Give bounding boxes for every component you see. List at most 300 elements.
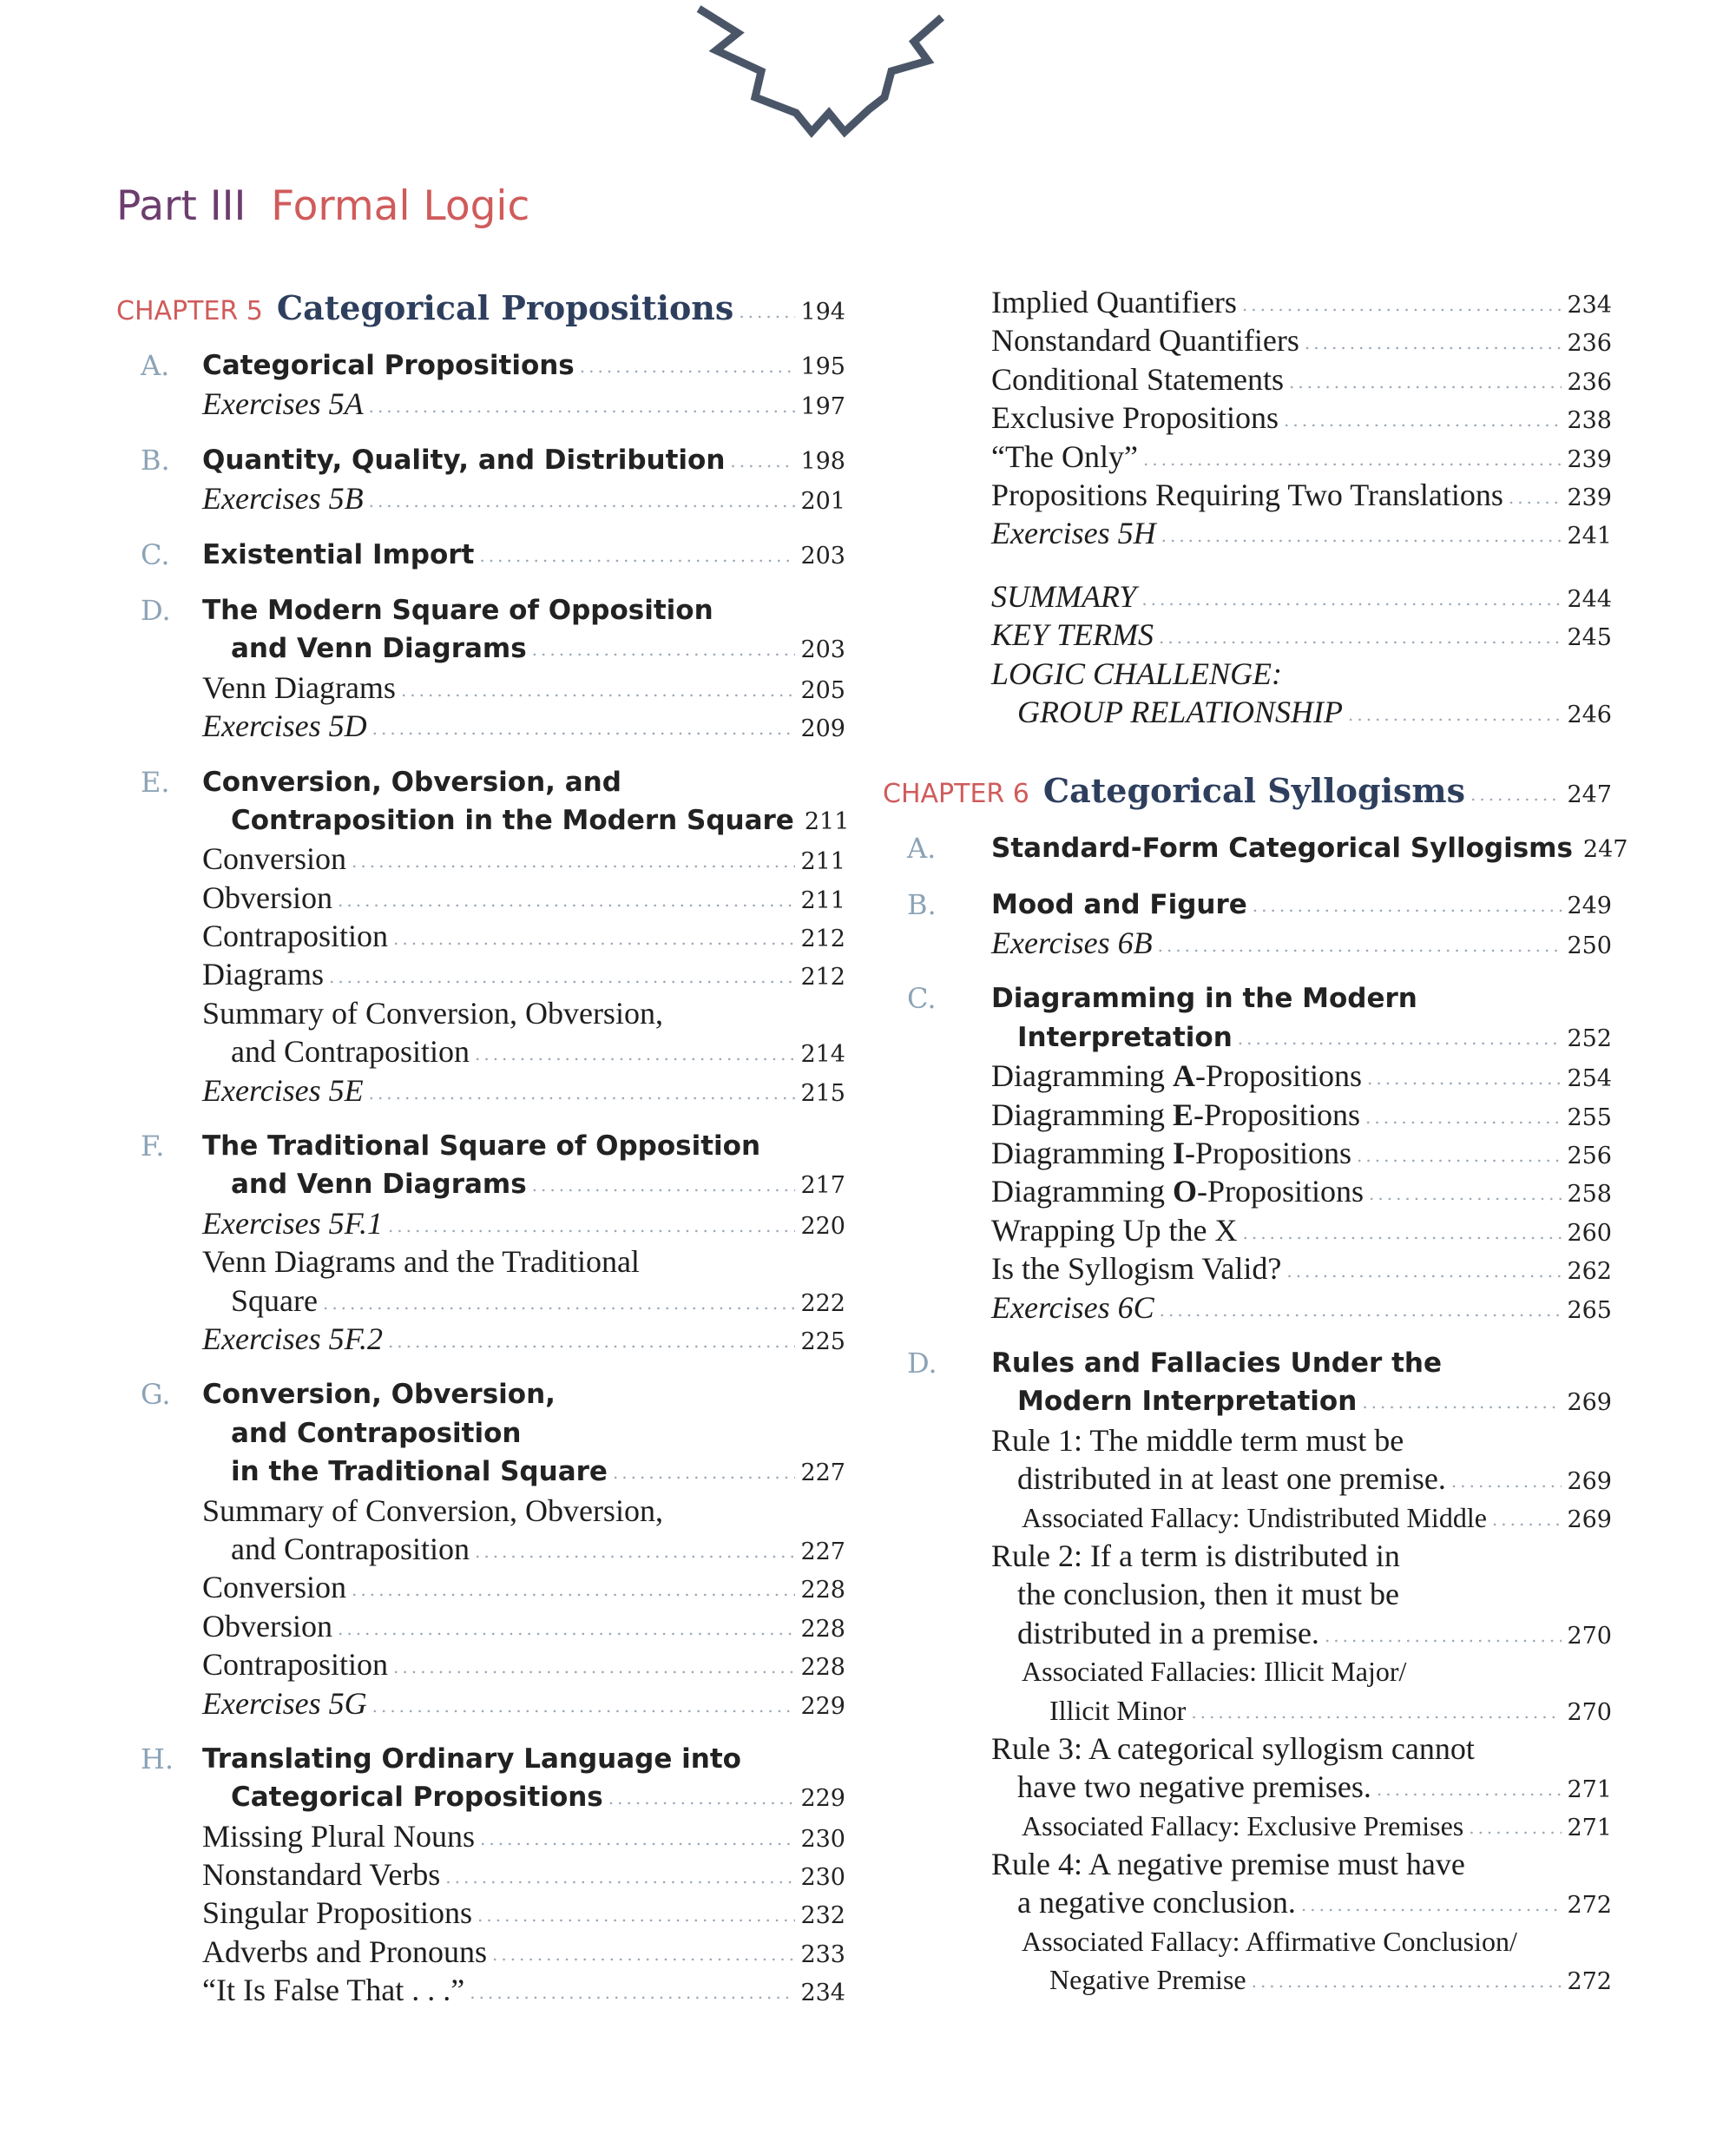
entry-title: “It Is False That . . .”: [202, 1973, 465, 2008]
page-number: 229: [800, 1785, 845, 1813]
proposition-letter: O: [1172, 1174, 1197, 1209]
entry-title: Nonstandard Quantifiers: [991, 323, 1299, 359]
page-number: 211: [800, 886, 845, 914]
chapter-5-heading[interactable]: [116, 283, 845, 333]
toc-entry[interactable]: [883, 360, 1612, 399]
toc-fallacy-2-cont[interactable]: [883, 1691, 1612, 1729]
leader-dots: [479, 537, 795, 575]
leader-dots: [1348, 695, 1562, 734]
entry-title: Wrapping Up the X: [991, 1212, 1238, 1248]
leader-dots: [1284, 401, 1562, 439]
leader-dots: [393, 1648, 795, 1686]
leader-dots: [323, 1284, 795, 1322]
toc-fallacy-2[interactable]: [883, 1652, 1612, 1690]
leader-dots: [352, 1571, 795, 1609]
entry-title: Exercises 6B: [991, 926, 1153, 961]
toc-rule-2-cont[interactable]: [883, 1614, 1612, 1652]
leader-dots: [1289, 363, 1562, 401]
leader-dots: [1470, 769, 1562, 820]
entry-title: KEY TERMS: [991, 617, 1154, 653]
section-title: The Modern Square of Opposition: [202, 594, 713, 626]
leader-dots: [475, 1035, 795, 1073]
toc-entry[interactable]: [116, 707, 845, 745]
page-number: 269: [1567, 1505, 1612, 1533]
page-number: 272: [1567, 1968, 1612, 1996]
entry-title: Obversion: [202, 879, 332, 915]
toc-entry[interactable]: [116, 385, 845, 423]
entry-word: Diagramming: [991, 1136, 1165, 1171]
section-letter: B.: [907, 887, 937, 921]
page-number: 270: [1567, 1698, 1612, 1726]
toc-entry[interactable]: [116, 1645, 845, 1683]
page-number: 250: [1567, 932, 1612, 960]
page-number: 269: [1567, 1389, 1612, 1417]
toc-section-5d-cont[interactable]: [116, 629, 845, 668]
leader-dots: [352, 842, 795, 880]
proposition-letter: A: [1172, 1058, 1195, 1094]
entry-title: Venn Diagrams: [202, 669, 396, 705]
entry-title: Contraposition: [202, 1647, 388, 1683]
entry-title-cont: Square: [231, 1282, 318, 1318]
section-letter: B.: [141, 443, 170, 477]
entry-title: Contraposition: [202, 919, 388, 954]
leader-dots: [1252, 1962, 1562, 2000]
leader-dots: [1159, 618, 1562, 656]
leader-dots: [492, 1935, 795, 1973]
toc-entry[interactable]: [883, 1096, 1612, 1134]
toc-rule-3-cont[interactable]: [883, 1768, 1612, 1806]
leader-dots: [388, 1207, 796, 1245]
toc-entry[interactable]: [116, 1894, 845, 1932]
leader-dots: [1451, 1462, 1562, 1500]
entry-title-cont: and Contraposition: [231, 1531, 470, 1566]
entry-title: Exclusive Propositions: [991, 400, 1279, 436]
page-number: 194: [800, 299, 845, 326]
toc-logic-challenge-cont[interactable]: [883, 693, 1612, 731]
leader-dots: [580, 347, 796, 385]
toc-entry[interactable]: [116, 1204, 845, 1242]
page-number: 233: [800, 1940, 845, 1968]
toc-entry[interactable]: [116, 1817, 845, 1855]
chapter-title: Categorical Syllogisms: [1042, 771, 1466, 811]
page-number: 270: [1567, 1622, 1612, 1650]
entry-title: Rule 3: A categorical syllogism cannot: [991, 1730, 1475, 1766]
toc-entry[interactable]: [116, 1242, 845, 1281]
ornament-zigzag: [699, 9, 942, 132]
toc-fallacy-4-cont[interactable]: [883, 1960, 1612, 1999]
entry-title: Adverbs and Pronouns: [202, 1933, 487, 1969]
toc-entry[interactable]: [883, 399, 1612, 437]
leader-dots: [1367, 1059, 1562, 1097]
entry-title: [991, 1096, 1360, 1134]
leader-dots: [1242, 286, 1562, 324]
toc-entry[interactable]: [883, 1172, 1612, 1210]
leader-dots: [475, 1532, 795, 1571]
entry-title: [991, 1057, 1362, 1095]
page-number: 252: [1567, 1024, 1612, 1052]
leader-dots: [1301, 1886, 1562, 1924]
toc-entry[interactable]: [883, 321, 1612, 359]
leader-dots: [1242, 1214, 1562, 1252]
entry-suffix: -Propositions: [1196, 1174, 1364, 1209]
toc-rule-4[interactable]: [883, 1845, 1612, 1883]
toc-logic-challenge[interactable]: [883, 655, 1612, 693]
toc-column-left: [116, 283, 850, 2010]
part-heading: [116, 182, 529, 230]
leader-dots: [1492, 1500, 1562, 1538]
page-number: 195: [800, 353, 845, 380]
section-title-cont: and Venn Diagrams: [231, 1169, 527, 1201]
toc-entry[interactable]: [116, 840, 845, 878]
leader-dots: [338, 881, 795, 919]
leader-dots: [401, 671, 796, 709]
page-number: 272: [1567, 1892, 1612, 1920]
page-number: 230: [800, 1864, 845, 1892]
toc-fallacy-4[interactable]: [883, 1922, 1612, 1960]
page-number: 271: [1567, 1776, 1612, 1804]
entry-title: Singular Propositions: [202, 1895, 473, 1931]
leader-dots: [369, 1074, 796, 1112]
leader-dots: [1191, 1693, 1562, 1731]
leader-dots: [1325, 1617, 1562, 1655]
entry-title: Exercises 5A: [202, 386, 364, 422]
entry-title: LOGIC CHALLENGE:: [991, 655, 1283, 691]
page-number: 244: [1567, 585, 1612, 613]
entry-title: Rule 1: The middle term must be: [991, 1422, 1404, 1458]
toc-fallacy-1[interactable]: [883, 1499, 1612, 1537]
toc-section-5f-cont[interactable]: [116, 1165, 845, 1203]
section-title-cont: Modern Interpretation: [1017, 1386, 1358, 1418]
leader-dots: [1357, 1136, 1562, 1175]
page-number: 236: [1567, 330, 1612, 358]
page-number: 220: [800, 1212, 845, 1240]
toc-section-6d-cont[interactable]: [883, 1382, 1612, 1420]
section-title-cont: Interpretation: [1017, 1021, 1233, 1053]
toc-entry[interactable]: [883, 1288, 1612, 1327]
entry-title: Exercises 5B: [202, 481, 364, 517]
toc-entry[interactable]: [116, 917, 845, 955]
page-number: 230: [800, 1825, 845, 1853]
section-title-cont: Categorical Propositions: [231, 1782, 603, 1814]
toc-entry[interactable]: [116, 879, 845, 917]
toc-entry[interactable]: [883, 283, 1612, 321]
chapter-number: CHAPTER 5: [116, 296, 263, 326]
leader-dots: [369, 482, 796, 520]
leader-dots: [1238, 1019, 1562, 1057]
toc-summary[interactable]: [883, 577, 1612, 616]
leader-dots: [1305, 324, 1562, 362]
page-number: 229: [800, 1692, 845, 1720]
entry-title: Rule 2: If a term is distributed in: [991, 1538, 1400, 1573]
page-number: 234: [800, 1980, 845, 2007]
page-number: 249: [1567, 892, 1612, 919]
toc-section-6b[interactable]: [883, 886, 1612, 924]
toc-entry[interactable]: [883, 514, 1612, 552]
page-number: 247: [1567, 781, 1612, 809]
toc-entry[interactable]: [883, 1211, 1612, 1249]
entry-title: Exercises 5F.1: [202, 1205, 383, 1241]
entry-title: [991, 1134, 1351, 1172]
page-number: 203: [800, 636, 845, 664]
page-number: 236: [1567, 368, 1612, 396]
section-letter: F.: [141, 1130, 165, 1163]
section-title: Mood and Figure: [991, 888, 1247, 920]
section-letter: A.: [141, 349, 170, 382]
toc-entry[interactable]: [116, 1492, 845, 1530]
leader-dots: [1365, 1098, 1562, 1136]
section-letter: D.: [907, 1346, 937, 1380]
toc-entry[interactable]: [883, 438, 1612, 476]
page-number: 198: [800, 447, 845, 475]
toc-entry[interactable]: [116, 1607, 845, 1645]
entry-suffix: -Propositions: [1194, 1058, 1362, 1094]
toc-section-6c[interactable]: [883, 979, 1612, 1018]
entry-title: “The Only”: [991, 438, 1138, 474]
toc-section-5e[interactable]: [116, 763, 845, 801]
entry-title-cont: have two negative premises.: [1017, 1769, 1371, 1805]
entry-title: Exercises 5F.2: [202, 1321, 383, 1356]
toc-section-5c[interactable]: [116, 536, 845, 574]
entry-title-cont: distributed in a premise.: [1017, 1615, 1319, 1650]
entry-title-cont: Illicit Minor: [1049, 1694, 1187, 1726]
toc-rule-1-cont[interactable]: [883, 1459, 1612, 1498]
toc-column-right: [883, 283, 1628, 1999]
page-number: 203: [800, 542, 845, 570]
toc-entry[interactable]: [883, 1249, 1612, 1288]
entry-title-cont: Negative Premise: [1049, 1964, 1246, 1996]
toc-entry[interactable]: [116, 479, 845, 517]
toc-entry[interactable]: [116, 1684, 845, 1723]
part-title: Formal Logic: [271, 182, 530, 230]
page-number: 254: [1567, 1065, 1612, 1093]
toc-entry[interactable]: [116, 1071, 845, 1110]
entry-title-cont: and Contraposition: [231, 1034, 470, 1070]
entry-title: Associated Fallacy: Affirmative Conclusion/: [1022, 1925, 1517, 1957]
toc-entry-cont[interactable]: [116, 1530, 845, 1568]
chapter-6-heading[interactable]: [883, 766, 1612, 816]
leader-dots: [1369, 1175, 1562, 1213]
page-number: 212: [800, 926, 845, 953]
leader-dots: [372, 1687, 796, 1725]
entry-title: Implied Quantifiers: [991, 285, 1237, 320]
section-title: Quantity, Quality, and Distribution: [202, 444, 726, 476]
section-title-cont: and Venn Diagrams: [231, 633, 527, 665]
page-number: 241: [1567, 523, 1612, 550]
entry-title: Obversion: [202, 1608, 332, 1644]
section-letter: G.: [141, 1378, 171, 1412]
entry-title-cont: the conclusion, then it must be: [1017, 1577, 1399, 1612]
toc-entry[interactable]: [116, 1320, 845, 1358]
toc-section-5h[interactable]: [116, 1740, 845, 1778]
entry-title-cont: distributed in at least one premise.: [1017, 1461, 1446, 1497]
proposition-letter: I: [1172, 1136, 1185, 1171]
toc-section-5e-cont[interactable]: [116, 801, 850, 840]
toc-rule-1[interactable]: [883, 1421, 1612, 1459]
page-number: 232: [800, 1902, 845, 1930]
toc-entry[interactable]: [883, 924, 1612, 962]
entry-title: Nonstandard Verbs: [202, 1857, 441, 1893]
section-title: Conversion, Obversion,: [202, 1379, 556, 1411]
page-number: 260: [1567, 1219, 1612, 1247]
toc-section-6c-cont[interactable]: [883, 1018, 1612, 1057]
leader-dots: [1509, 478, 1562, 517]
page-number: 201: [800, 488, 845, 516]
toc-rule-2-cont[interactable]: [883, 1575, 1612, 1613]
toc-rule-3[interactable]: [883, 1729, 1612, 1768]
page-number: 246: [1567, 701, 1612, 728]
section-letter: C.: [907, 982, 937, 1016]
entry-title: Propositions Requiring Two Translations: [991, 477, 1503, 512]
entry-suffix: -Propositions: [1184, 1136, 1351, 1171]
toc-entry[interactable]: [116, 669, 845, 707]
entry-title: Diagrams: [202, 957, 324, 992]
entry-title: Conversion: [202, 841, 346, 877]
leader-dots: [1160, 1291, 1562, 1329]
page-number: 269: [1567, 1468, 1612, 1496]
entry-word: Diagramming: [991, 1058, 1165, 1094]
section-title: Standard-Form Categorical Syllogisms: [991, 833, 1573, 865]
page-number: 247: [1582, 836, 1628, 864]
chapter-number: CHAPTER 6: [883, 779, 1029, 810]
toc-key-terms[interactable]: [883, 616, 1612, 654]
page-number: 217: [800, 1172, 845, 1200]
page-number: 211: [804, 807, 850, 835]
toc-entry[interactable]: [116, 1855, 845, 1894]
section-title-cont: Contraposition in the Modern Square: [231, 804, 794, 836]
toc-entry[interactable]: [883, 1057, 1612, 1095]
entry-title: [991, 1172, 1364, 1210]
section-title: Conversion, Obversion, and: [202, 766, 621, 798]
entry-title: Exercises 5E: [202, 1072, 364, 1108]
leader-dots: [445, 1858, 795, 1896]
entry-title-cont: a negative conclusion.: [1017, 1885, 1296, 1920]
page-number: 228: [800, 1654, 845, 1682]
page-number: 262: [1567, 1258, 1612, 1286]
toc-entry[interactable]: [883, 1134, 1612, 1172]
leader-dots: [1161, 517, 1562, 555]
entry-title: Exercises 6C: [991, 1289, 1154, 1325]
toc-entry-cont[interactable]: [116, 1032, 845, 1070]
page-number: 234: [1567, 292, 1612, 319]
page-number: 214: [800, 1041, 845, 1069]
leader-dots: [480, 1820, 795, 1858]
page-number: 255: [1567, 1103, 1612, 1131]
leader-dots: [1362, 1383, 1562, 1421]
entry-word: Diagramming: [991, 1174, 1165, 1209]
section-title: Translating Ordinary Language into: [202, 1742, 741, 1775]
toc-entry[interactable]: [116, 1933, 845, 1971]
leader-dots: [388, 1322, 796, 1360]
toc-section-5g-cont[interactable]: [116, 1414, 845, 1453]
toc-entry[interactable]: [883, 476, 1612, 514]
page-number: 239: [1567, 484, 1612, 511]
page-number: 256: [1567, 1143, 1612, 1170]
page-number: 245: [1567, 624, 1612, 652]
proposition-letter: E: [1172, 1097, 1194, 1132]
leader-dots: [338, 1610, 795, 1648]
page-number: 271: [1567, 1814, 1612, 1841]
leader-dots: [372, 709, 796, 748]
section-title-cont: in the Traditional Square: [231, 1456, 608, 1488]
page-number: 212: [800, 964, 845, 991]
leader-dots: [608, 1779, 796, 1817]
section-title: Rules and Fallacies Under the: [991, 1347, 1442, 1379]
toc-entry[interactable]: [116, 1568, 845, 1606]
section-title-cont: and Contraposition: [231, 1417, 522, 1449]
section-letter: H.: [141, 1742, 174, 1775]
leader-dots: [329, 958, 795, 996]
entry-suffix: -Propositions: [1193, 1097, 1360, 1132]
toc-rule-4-cont[interactable]: [883, 1883, 1612, 1921]
entry-title: Is the Syllogism Valid?: [991, 1251, 1282, 1287]
entry-title: Summary of Conversion, Obversion,: [202, 1492, 663, 1528]
toc-section-5d[interactable]: [116, 591, 845, 629]
entry-title: Rule 4: A negative premise must have: [991, 1847, 1465, 1882]
toc-section-5g[interactable]: [116, 1375, 845, 1413]
page-number: 227: [800, 1538, 845, 1565]
toc-entry[interactable]: [116, 1971, 845, 2009]
leader-dots: [470, 1973, 795, 2012]
leader-dots: [369, 387, 796, 425]
entry-title: Summary of Conversion, Obversion,: [202, 995, 663, 1031]
page-number: 197: [800, 393, 845, 421]
toc-section-6a[interactable]: [883, 829, 1628, 867]
section-title: Diagramming in the Modern: [991, 983, 1417, 1015]
toc-section-6d[interactable]: [883, 1344, 1612, 1382]
page-number: 215: [800, 1079, 845, 1107]
page-number: 227: [800, 1459, 845, 1487]
page-number: 238: [1567, 407, 1612, 435]
toc-section-5a[interactable]: [116, 346, 845, 385]
toc-entry-cont[interactable]: [116, 1281, 845, 1320]
page-number: 228: [800, 1615, 845, 1643]
toc-section-5h-cont[interactable]: [116, 1778, 845, 1816]
entry-title: Associated Fallacies: Illicit Major/: [1022, 1656, 1407, 1688]
leader-dots: [1158, 926, 1562, 965]
toc-entry[interactable]: [116, 955, 845, 993]
section-title: Categorical Propositions: [202, 350, 575, 381]
leader-dots: [730, 442, 795, 480]
page-number: 205: [800, 676, 845, 704]
page-number: 265: [1567, 1296, 1612, 1324]
leader-dots: [1141, 580, 1562, 618]
entry-title: Associated Fallacy: Undistributed Middle: [1022, 1501, 1487, 1533]
entry-title: Conditional Statements: [991, 361, 1284, 397]
leader-dots: [1469, 1808, 1562, 1847]
toc-section-5g-cont[interactable]: [116, 1453, 845, 1491]
toc-fallacy-3[interactable]: [883, 1807, 1612, 1845]
entry-title: Associated Fallacy: Exclusive Premises: [1022, 1809, 1464, 1841]
entry-title-cont: GROUP RELATIONSHIP: [1017, 694, 1343, 729]
page-number: 239: [1567, 445, 1612, 473]
toc-section-5b[interactable]: [116, 441, 845, 479]
entry-title: Conversion: [202, 1570, 346, 1605]
page-number: 258: [1567, 1181, 1612, 1209]
leader-dots: [739, 287, 795, 337]
entry-title: Exercises 5D: [202, 708, 367, 744]
page-number: 209: [800, 715, 845, 743]
toc-rule-2[interactable]: [883, 1537, 1612, 1575]
leader-dots: [393, 919, 795, 958]
toc-entry[interactable]: [116, 994, 845, 1032]
page-number: 225: [800, 1327, 845, 1355]
toc-section-5f[interactable]: [116, 1127, 845, 1165]
section-letter: E.: [141, 765, 170, 799]
sunburst-ornament-icon: [690, 0, 950, 139]
section-title: Existential Import: [202, 538, 475, 570]
leader-dots: [532, 630, 796, 669]
entry-title: Missing Plural Nouns: [202, 1818, 476, 1854]
